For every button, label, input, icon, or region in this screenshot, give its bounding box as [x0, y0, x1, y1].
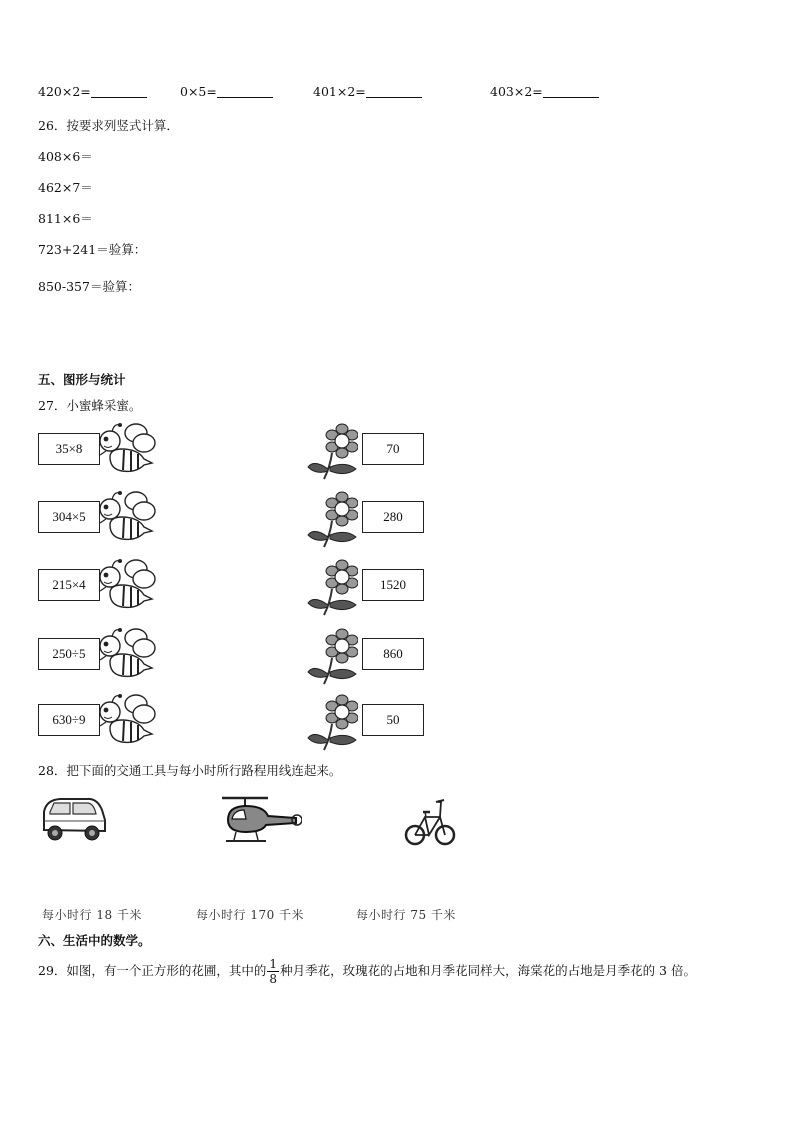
helicopter-icon[interactable]: [218, 792, 302, 846]
answer-blank[interactable]: [91, 96, 147, 98]
q29-text-before: 29．如图，有一个正方形的花圃，其中的: [38, 963, 267, 978]
q27-title: 27．小蜜蜂采蜜。: [38, 398, 142, 413]
flower-icon: [306, 491, 358, 554]
flower-answer-box[interactable]: 280: [362, 501, 424, 533]
answer-blank[interactable]: [366, 96, 422, 98]
fraction-numerator: 1: [269, 957, 278, 971]
bee-expression-box[interactable]: 630÷9: [38, 704, 100, 736]
mult-expr: 0×5=: [180, 84, 217, 99]
bee-expression-box[interactable]: 304×5: [38, 501, 100, 533]
speed-label-3[interactable]: 每小时行 75 千米: [356, 908, 456, 922]
flower-icon: [306, 628, 358, 691]
mult-expr: 420×2=: [38, 84, 91, 99]
flower-answer-box[interactable]: 860: [362, 638, 424, 670]
q26-item: 850-357＝验算：: [38, 279, 140, 294]
flower-answer-box[interactable]: 70: [362, 433, 424, 465]
section6-title: 六、生活中的数学。: [38, 933, 151, 948]
flower-icon: [306, 694, 358, 757]
mult-item-4: [490, 84, 599, 99]
speed-label-2[interactable]: 每小时行 170 千米: [196, 908, 305, 922]
mult-item-1: [38, 84, 147, 99]
mult-item-3: [313, 84, 422, 99]
bee-expression-box[interactable]: 250÷5: [38, 638, 100, 670]
bee-icon: [96, 421, 158, 484]
q26-title: 26．按要求列竖式计算．: [38, 118, 179, 133]
fraction-denominator: 8: [269, 972, 278, 986]
section5-title: 五、图形与统计: [38, 372, 126, 387]
bee-expression-box[interactable]: 215×4: [38, 569, 100, 601]
fraction-one-eighth: [267, 958, 279, 985]
car-icon[interactable]: [38, 794, 108, 844]
q28-title: 28．把下面的交通工具与每小时所行路程用线连起来。: [38, 763, 342, 778]
mult-item-2: [180, 84, 273, 99]
flower-answer-box[interactable]: 1520: [362, 569, 424, 601]
mult-expr: 401×2=: [313, 84, 366, 99]
bee-icon: [96, 557, 158, 620]
speed-label-1[interactable]: 每小时行 18 千米: [42, 908, 142, 922]
answer-blank[interactable]: [217, 96, 273, 98]
q26-item: 408×6＝: [38, 149, 93, 164]
bee-expression-box[interactable]: 35×8: [38, 433, 100, 465]
mult-expr: 403×2=: [490, 84, 543, 99]
bicycle-icon[interactable]: [404, 790, 456, 848]
bee-icon: [96, 692, 158, 755]
flower-answer-box[interactable]: 50: [362, 704, 424, 736]
q29-text: [38, 954, 696, 988]
bee-icon: [96, 626, 158, 689]
bee-icon: [96, 489, 158, 552]
q26-item: 811×6＝: [38, 211, 93, 226]
q29-text-after: 种月季花，玫瑰花的占地和月季花同样大，海棠花的占地是月季花的 3 倍。: [280, 963, 696, 978]
flower-icon: [306, 559, 358, 622]
q26-item: 462×7＝: [38, 180, 93, 195]
flower-icon: [306, 423, 358, 486]
answer-blank[interactable]: [543, 96, 599, 98]
q26-item: 723+241＝验算：: [38, 242, 147, 257]
